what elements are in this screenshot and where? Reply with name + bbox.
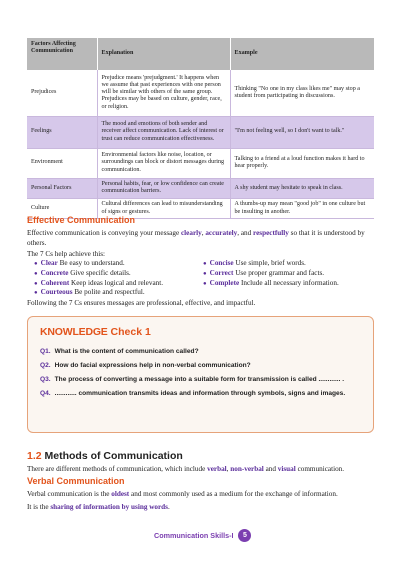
- knowledge-check-box: [27, 316, 374, 433]
- text-run: ,: [226, 465, 231, 473]
- keyword: clearly: [180, 229, 202, 237]
- text-run: ,: [201, 229, 206, 237]
- bullet-icon: ●: [203, 280, 207, 287]
- question-item: [40, 376, 344, 383]
- example-cell: A thumbs-up may mean "good job" in one culture but be insulting in another.: [230, 198, 374, 218]
- table-header-row: [27, 38, 374, 70]
- text-run: Methods of Communication: [41, 450, 183, 462]
- factor-cell: Personal Factors: [27, 178, 97, 198]
- factor-cell: Culture: [27, 198, 97, 218]
- seven-cs-closing: Following the 7 Cs ensures messages are professional, effective, and impactful.: [27, 299, 256, 307]
- list-item: [203, 279, 339, 289]
- verbal-communication-heading: Verbal Communication: [27, 476, 125, 486]
- keyword: oldest: [111, 490, 130, 498]
- question-number: Q1.: [40, 348, 51, 355]
- column-header: Factors Affecting Communication: [27, 38, 97, 70]
- verbal-paragraph-2: [27, 502, 377, 512]
- communication-factors-table: [27, 38, 374, 219]
- text-run: so that it is understood by others.: [27, 229, 365, 248]
- explanation-cell: Environmental factors like noise, location, or surroundings can block or distort messages during communication.: [97, 148, 230, 178]
- text-run: and: [263, 465, 278, 473]
- table-row: [27, 70, 374, 116]
- explanation-cell: Cultural differences can lead to misunderstanding of signs or gestures.: [97, 198, 230, 218]
- page-footer: [154, 529, 251, 542]
- keyword: Coherent: [40, 278, 70, 287]
- text-run: and most commonly used as a medium for the exchange of information.: [129, 490, 338, 498]
- text-run: Use simple, brief words.: [233, 259, 306, 267]
- bullet-icon: ●: [34, 270, 38, 277]
- bullet-icon: ●: [34, 290, 38, 297]
- keyword: Courteous: [40, 288, 73, 297]
- keyword: accurately: [205, 229, 238, 237]
- text-run: Be polite and respectful.: [72, 288, 145, 297]
- list-item: [34, 279, 163, 289]
- question-number: Q3.: [40, 376, 51, 383]
- text-run: communication.: [295, 465, 345, 473]
- explanation-cell: Personal habits, fear, or low confidence can create communication barriers.: [97, 178, 230, 198]
- question-text: How do facial expressions help in non-verbal communication?: [54, 362, 251, 369]
- seven-cs-list-left: [34, 259, 163, 298]
- methods-paragraph: [27, 464, 377, 474]
- list-item: [34, 288, 163, 298]
- factor-cell: Feelings: [27, 116, 97, 148]
- question-number: Q2.: [40, 362, 51, 369]
- bullet-icon: ●: [203, 261, 207, 267]
- question-item: [40, 362, 251, 369]
- factor-cell: Environment: [27, 148, 97, 178]
- text-run: Give specific details.: [68, 268, 131, 277]
- text-run: Check 1: [107, 326, 151, 338]
- text-run: Keep ideas logical and relevant.: [69, 278, 164, 287]
- example-cell: Talking to a friend at a loud function makes it hard to hear properly.: [230, 148, 374, 178]
- question-item: [40, 348, 199, 355]
- text-run: Be easy to understand.: [57, 259, 125, 267]
- keyword: non-verbal: [230, 465, 264, 473]
- table-row: [27, 148, 374, 178]
- text-run: Verbal communication is the: [27, 490, 112, 498]
- text-run: Effective communication is conveying your message: [27, 229, 181, 237]
- table-row: [27, 116, 374, 148]
- text-run: It is the: [27, 503, 51, 511]
- question-item: [40, 390, 345, 397]
- keyword: respectfully: [253, 229, 289, 237]
- footer-label: Communication Skills-I: [154, 531, 234, 540]
- list-item: [34, 269, 163, 279]
- text-run: Use proper grammar and facts.: [233, 268, 325, 277]
- column-header: Example: [230, 38, 374, 70]
- section-title: [27, 450, 183, 462]
- seven-cs-list-right: [203, 259, 339, 288]
- effective-communication-heading: Effective Communication: [27, 215, 136, 225]
- verbal-paragraph-1: [27, 489, 377, 499]
- factor-cell: Prejudices: [27, 70, 97, 116]
- effective-communication-paragraph: [27, 228, 377, 248]
- keyword: Complete: [209, 278, 240, 287]
- keyword: Concise: [209, 259, 234, 267]
- question-text: ............ communication transmits ideas and information through symbols, signs and images.: [54, 390, 346, 397]
- text-run: , and: [237, 229, 254, 237]
- keyword: Clear: [40, 259, 58, 267]
- column-header: Explanation: [97, 38, 230, 70]
- keyword: sharing of information by using words: [50, 503, 168, 511]
- question-text: The process of converting a message into a suitable form for transmission is called ............ .: [54, 376, 345, 383]
- bullet-icon: ●: [203, 270, 207, 277]
- keyword: verbal: [207, 465, 227, 473]
- knowledge-check-title: [40, 326, 151, 338]
- bullet-icon: ●: [34, 261, 38, 267]
- text-run: .: [167, 503, 170, 511]
- keyword: visual: [277, 465, 296, 473]
- question-number: Q4.: [40, 390, 51, 397]
- table-row: [27, 178, 374, 198]
- question-text: What is the content of communication called?: [54, 348, 199, 355]
- explanation-cell: The mood and emotions of both sender and receiver affect communication. Lack of interest or trust can reduce communication effectiveness.: [97, 116, 230, 148]
- page-number-badge: 5: [238, 529, 251, 542]
- list-item: [34, 259, 163, 269]
- bullet-icon: ●: [34, 280, 38, 287]
- text-run: There are different methods of communication, which include: [27, 465, 208, 473]
- example-cell: "I'm not feeling well, so I don't want to talk.": [230, 116, 374, 148]
- seven-cs-intro: The 7 Cs help achieve this:: [27, 250, 106, 258]
- list-item: [203, 259, 339, 269]
- explanation-cell: Prejudice means 'prejudgment.' It happens when we assume that past experiences with one person will be similar with others of the same group. Prejudices may be based on culture, gender, race, or religion.: [97, 70, 230, 116]
- text-run: KNOWLEDGE: [40, 326, 108, 338]
- section-number: 1.2: [27, 450, 42, 462]
- keyword: Concrete: [40, 268, 69, 277]
- list-item: [203, 269, 339, 279]
- example-cell: A shy student may hesitate to speak in class.: [230, 178, 374, 198]
- text-run: Include all necessary information.: [239, 278, 339, 287]
- example-cell: Thinking "No one in my class likes me" may stop a student from participating in discussions.: [230, 70, 374, 116]
- keyword: Correct: [209, 268, 234, 277]
